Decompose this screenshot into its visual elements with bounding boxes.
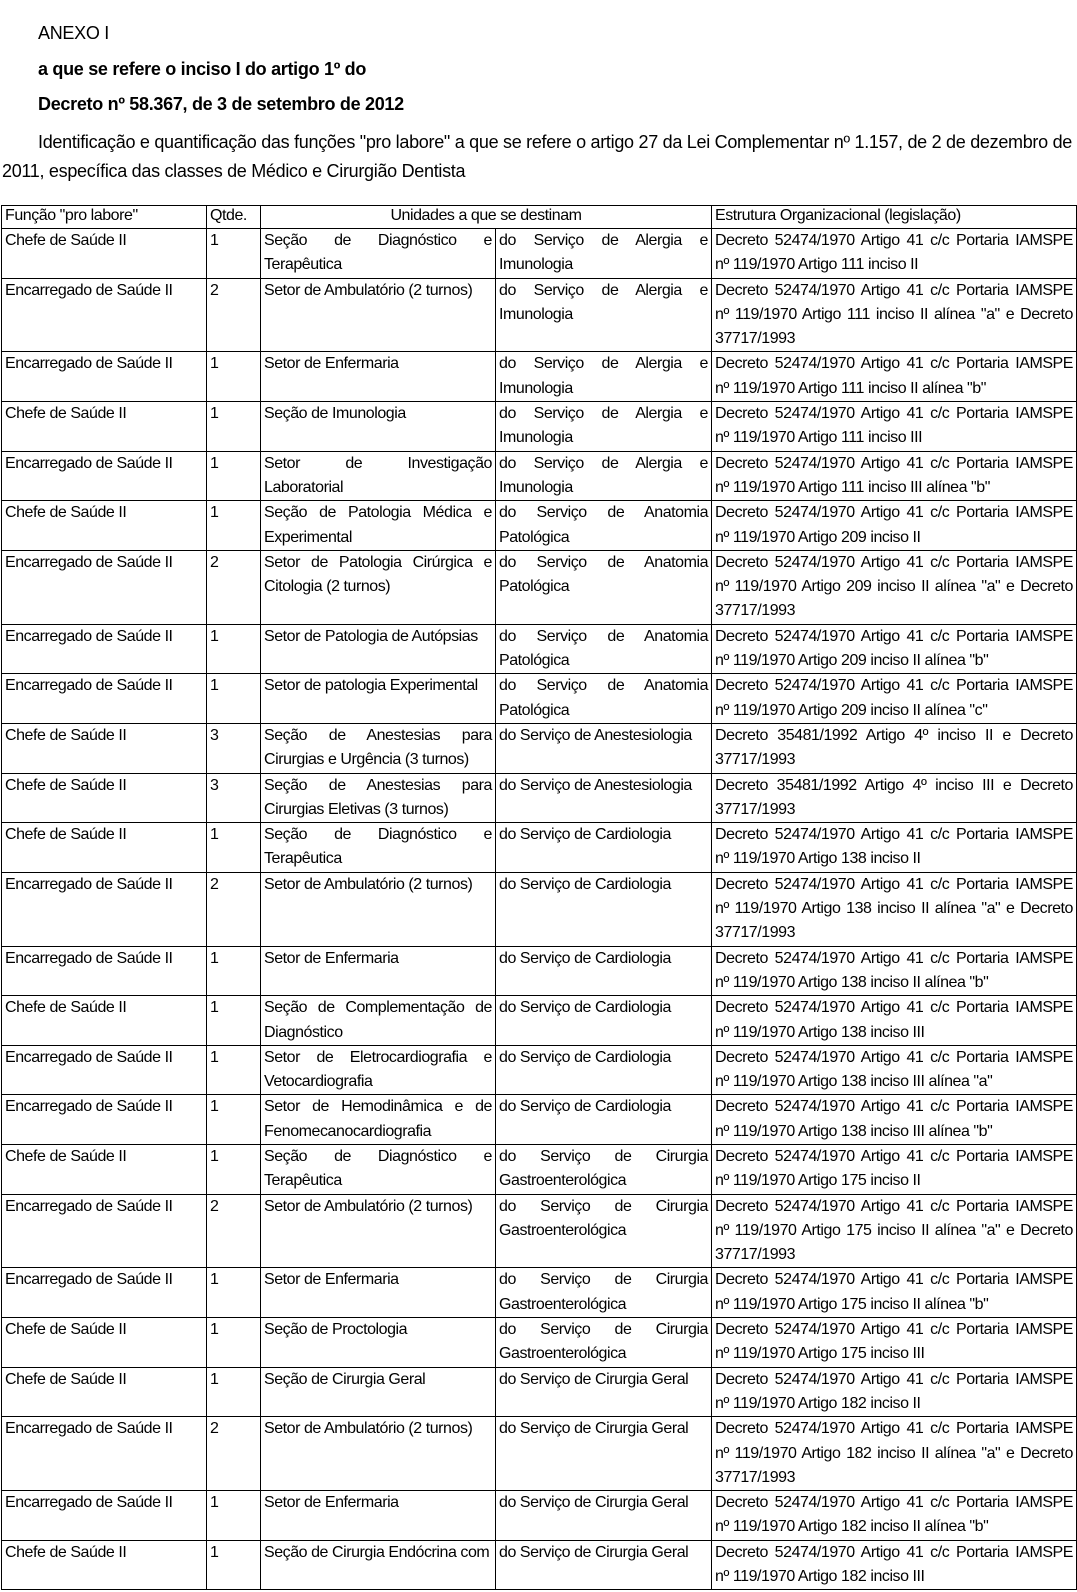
cell-funcao: Chefe de Saúde II: [2, 1318, 207, 1368]
cell-funcao: Chefe de Saúde II: [2, 402, 207, 452]
cell-unidade: Setor de Investigação Laboratorial: [261, 451, 496, 501]
cell-qtde: 2: [207, 872, 261, 946]
cell-legislacao: Decreto 52474/1970 Artigo 41 c/c Portaria IAMSPE nº 119/1970 Artigo 182 inciso II alínea "a" e Decreto 37717/1993: [712, 1417, 1077, 1491]
table-row: [2, 823, 1077, 873]
table-row: [2, 451, 1077, 501]
cell-unidade: Seção de Proctologia: [261, 1318, 496, 1368]
cell-unidade: Seção de Diagnóstico e Terapêutica: [261, 823, 496, 873]
cell-funcao: Chefe de Saúde II: [2, 229, 207, 279]
cell-funcao: Chefe de Saúde II: [2, 1144, 207, 1194]
cell-servico: do Serviço de Anestesiologia: [496, 723, 712, 773]
cell-funcao: Encarregado de Saúde II: [2, 946, 207, 996]
cell-qtde: 1: [207, 402, 261, 452]
cell-servico: do Serviço de Cirurgia Geral: [496, 1367, 712, 1417]
cell-servico: do Serviço de Cardiologia: [496, 946, 712, 996]
cell-servico: do Serviço de Cirurgia Geral: [496, 1417, 712, 1491]
table-row: [2, 1491, 1077, 1541]
cell-servico: do Serviço de Cardiologia: [496, 823, 712, 873]
cell-qtde: 1: [207, 352, 261, 402]
cell-legislacao: Decreto 35481/1992 Artigo 4º inciso III e Decreto 37717/1993: [712, 773, 1077, 823]
cell-servico: do Serviço de Cardiologia: [496, 1045, 712, 1095]
cell-unidade: Setor de Enfermaria: [261, 946, 496, 996]
cell-servico: do Serviço de Cardiologia: [496, 872, 712, 946]
cell-servico: do Serviço de Alergia e Imunologia: [496, 229, 712, 279]
cell-funcao: Encarregado de Saúde II: [2, 1194, 207, 1268]
cell-funcao: Chefe de Saúde II: [2, 823, 207, 873]
cell-unidade: Setor de Patologia Cirúrgica e Citologia (2 turnos): [261, 550, 496, 624]
table-row: [2, 1367, 1077, 1417]
cell-servico: do Serviço de Cardiologia: [496, 1095, 712, 1145]
cell-qtde: 1: [207, 451, 261, 501]
header-unidades: Unidades a que se destinam: [261, 206, 712, 229]
table-row: [2, 402, 1077, 452]
cell-legislacao: Decreto 52474/1970 Artigo 41 c/c Portaria IAMSPE nº 119/1970 Artigo 209 inciso II: [712, 501, 1077, 551]
cell-funcao: Encarregado de Saúde II: [2, 1095, 207, 1145]
table-row: [2, 624, 1077, 674]
cell-qtde: 3: [207, 723, 261, 773]
cell-legislacao: Decreto 52474/1970 Artigo 41 c/c Portaria IAMSPE nº 119/1970 Artigo 175 inciso II: [712, 1144, 1077, 1194]
table-row: [2, 872, 1077, 946]
cell-funcao: Encarregado de Saúde II: [2, 872, 207, 946]
table-row: [2, 278, 1077, 352]
cell-qtde: 2: [207, 550, 261, 624]
cell-servico: do Serviço de Cirurgia Geral: [496, 1491, 712, 1541]
cell-unidade: Setor de Hemodinâmica e de Fenomecanocardiografia: [261, 1095, 496, 1145]
table-row: [2, 1318, 1077, 1368]
functions-table: [1, 205, 1077, 1590]
cell-unidade: Setor de Eletrocardiografia e Vetocardiografia: [261, 1045, 496, 1095]
cell-funcao: Encarregado de Saúde II: [2, 674, 207, 724]
cell-funcao: Chefe de Saúde II: [2, 501, 207, 551]
cell-unidade: Seção de Diagnóstico e Terapêutica: [261, 229, 496, 279]
cell-funcao: Encarregado de Saúde II: [2, 1268, 207, 1318]
cell-unidade: Seção de Cirurgia Endócrina com: [261, 1540, 496, 1590]
cell-legislacao: Decreto 52474/1970 Artigo 41 c/c Portaria IAMSPE nº 119/1970 Artigo 138 inciso II alínea "b": [712, 946, 1077, 996]
header-estrutura: Estrutura Organizacional (legislação): [712, 206, 1077, 229]
intro-paragraph: Identificação e quantificação das funções "pro labore" a que se refere o artigo 27 da Lei Complementar nº 1.157, de 2 de dezembro de 2011, específica das classes de Médico e Cirurgião Dentista: [2, 132, 1072, 181]
cell-legislacao: Decreto 52474/1970 Artigo 41 c/c Portaria IAMSPE nº 119/1970 Artigo 111 inciso III: [712, 402, 1077, 452]
cell-qtde: 1: [207, 1144, 261, 1194]
cell-funcao: Encarregado de Saúde II: [2, 352, 207, 402]
cell-unidade: Seção de Anestesias para Cirurgias e Urgência (3 turnos): [261, 723, 496, 773]
cell-qtde: 1: [207, 501, 261, 551]
cell-unidade: Seção de Patologia Médica e Experimental: [261, 501, 496, 551]
cell-funcao: Encarregado de Saúde II: [2, 1491, 207, 1541]
cell-funcao: Encarregado de Saúde II: [2, 1417, 207, 1491]
cell-servico: do Serviço de Alergia e Imunologia: [496, 451, 712, 501]
cell-qtde: 1: [207, 624, 261, 674]
table-row: [2, 1194, 1077, 1268]
table-row: [2, 723, 1077, 773]
cell-funcao: Chefe de Saúde II: [2, 773, 207, 823]
cell-legislacao: Decreto 52474/1970 Artigo 41 c/c Portaria IAMSPE nº 119/1970 Artigo 111 inciso II alínea "a" e Decreto 37717/1993: [712, 278, 1077, 352]
cell-legislacao: Decreto 52474/1970 Artigo 41 c/c Portaria IAMSPE nº 119/1970 Artigo 111 inciso III alínea "b": [712, 451, 1077, 501]
cell-servico: do Serviço de Cirurgia Gastroenterológica: [496, 1194, 712, 1268]
cell-qtde: 3: [207, 773, 261, 823]
cell-funcao: Chefe de Saúde II: [2, 1540, 207, 1590]
table-row: [2, 1144, 1077, 1194]
header-funcao: Função "pro labore": [2, 206, 207, 229]
table-row: [2, 1417, 1077, 1491]
cell-qtde: 1: [207, 1491, 261, 1541]
cell-servico: do Serviço de Cirurgia Gastroenterológica: [496, 1318, 712, 1368]
cell-legislacao: Decreto 52474/1970 Artigo 41 c/c Portaria IAMSPE nº 119/1970 Artigo 175 inciso II alínea "a" e Decreto 37717/1993: [712, 1194, 1077, 1268]
cell-funcao: Chefe de Saúde II: [2, 723, 207, 773]
table-row: [2, 550, 1077, 624]
cell-qtde: 2: [207, 278, 261, 352]
cell-servico: do Serviço de Cirurgia Gastroenterológica: [496, 1144, 712, 1194]
cell-legislacao: Decreto 52474/1970 Artigo 41 c/c Portaria IAMSPE nº 119/1970 Artigo 209 inciso II alínea "a" e Decreto 37717/1993: [712, 550, 1077, 624]
cell-unidade: Setor de Ambulatório (2 turnos): [261, 1194, 496, 1268]
cell-legislacao: Decreto 52474/1970 Artigo 41 c/c Portaria IAMSPE nº 119/1970 Artigo 182 inciso III: [712, 1540, 1077, 1590]
cell-qtde: 1: [207, 1045, 261, 1095]
cell-unidade: Setor de Patologia de Autópsias: [261, 624, 496, 674]
cell-servico: do Serviço de Cirurgia Gastroenterológica: [496, 1268, 712, 1318]
cell-qtde: 1: [207, 1095, 261, 1145]
cell-legislacao: Decreto 52474/1970 Artigo 41 c/c Portaria IAMSPE nº 119/1970 Artigo 209 inciso II alínea "c": [712, 674, 1077, 724]
table-row: [2, 352, 1077, 402]
cell-legislacao: Decreto 52474/1970 Artigo 41 c/c Portaria IAMSPE nº 119/1970 Artigo 175 inciso III: [712, 1318, 1077, 1368]
cell-servico: do Serviço de Anatomia Patológica: [496, 624, 712, 674]
cell-legislacao: Decreto 52474/1970 Artigo 41 c/c Portaria IAMSPE nº 119/1970 Artigo 182 inciso II alínea "b": [712, 1491, 1077, 1541]
cell-funcao: Encarregado de Saúde II: [2, 1045, 207, 1095]
table-row: [2, 946, 1077, 996]
table-row: [2, 1540, 1077, 1590]
cell-legislacao: Decreto 52474/1970 Artigo 41 c/c Portaria IAMSPE nº 119/1970 Artigo 175 inciso II alínea "b": [712, 1268, 1077, 1318]
cell-unidade: Setor de Enfermaria: [261, 1268, 496, 1318]
cell-qtde: 1: [207, 229, 261, 279]
cell-funcao: Encarregado de Saúde II: [2, 278, 207, 352]
cell-qtde: 1: [207, 823, 261, 873]
table-row: [2, 229, 1077, 279]
cell-servico: do Serviço de Cirurgia Geral: [496, 1540, 712, 1590]
cell-qtde: 1: [207, 1540, 261, 1590]
cell-legislacao: Decreto 52474/1970 Artigo 41 c/c Portaria IAMSPE nº 119/1970 Artigo 138 inciso II alínea "a" e Decreto 37717/1993: [712, 872, 1077, 946]
table-row: [2, 996, 1077, 1046]
cell-servico: do Serviço de Anatomia Patológica: [496, 674, 712, 724]
cell-unidade: Setor de Enfermaria: [261, 352, 496, 402]
table-header-row: [2, 206, 1077, 229]
cell-servico: do Serviço de Anatomia Patológica: [496, 550, 712, 624]
cell-unidade: Setor de Enfermaria: [261, 1491, 496, 1541]
cell-legislacao: Decreto 52474/1970 Artigo 41 c/c Portaria IAMSPE nº 119/1970 Artigo 182 inciso II: [712, 1367, 1077, 1417]
cell-unidade: Seção de Cirurgia Geral: [261, 1367, 496, 1417]
cell-qtde: 2: [207, 1194, 261, 1268]
cell-legislacao: Decreto 52474/1970 Artigo 41 c/c Portaria IAMSPE nº 119/1970 Artigo 209 inciso II alínea "b": [712, 624, 1077, 674]
cell-legislacao: Decreto 52474/1970 Artigo 41 c/c Portaria IAMSPE nº 119/1970 Artigo 138 inciso III alínea "a": [712, 1045, 1077, 1095]
cell-servico: do Serviço de Alergia e Imunologia: [496, 352, 712, 402]
cell-legislacao: Decreto 35481/1992 Artigo 4º inciso II e Decreto 37717/1993: [712, 723, 1077, 773]
cell-qtde: 1: [207, 674, 261, 724]
decree-title: Decreto nº 58.367, de 3 de setembro de 2012: [38, 94, 404, 114]
cell-servico: do Serviço de Alergia e Imunologia: [496, 402, 712, 452]
cell-qtde: 2: [207, 1417, 261, 1491]
table-row: [2, 501, 1077, 551]
annex-label: ANEXO I: [38, 23, 109, 43]
table-row: [2, 674, 1077, 724]
cell-unidade: Setor de Ambulatório (2 turnos): [261, 872, 496, 946]
cell-unidade: Setor de Ambulatório (2 turnos): [261, 278, 496, 352]
cell-qtde: 1: [207, 946, 261, 996]
table-row: [2, 1095, 1077, 1145]
table-row: [2, 1045, 1077, 1095]
table-body: [2, 229, 1077, 1590]
cell-legislacao: Decreto 52474/1970 Artigo 41 c/c Portaria IAMSPE nº 119/1970 Artigo 138 inciso III: [712, 996, 1077, 1046]
cell-servico: do Serviço de Anatomia Patológica: [496, 501, 712, 551]
cell-qtde: 1: [207, 1268, 261, 1318]
cell-unidade: Seção de Diagnóstico e Terapêutica: [261, 1144, 496, 1194]
cell-unidade: Seção de Complementação de Diagnóstico: [261, 996, 496, 1046]
cell-qtde: 1: [207, 996, 261, 1046]
cell-funcao: Chefe de Saúde II: [2, 996, 207, 1046]
cell-unidade: Setor de patologia Experimental: [261, 674, 496, 724]
cell-funcao: Encarregado de Saúde II: [2, 550, 207, 624]
cell-servico: do Serviço de Alergia e Imunologia: [496, 278, 712, 352]
cell-funcao: Encarregado de Saúde II: [2, 624, 207, 674]
reference-line: a que se refere o inciso I do artigo 1º do: [38, 59, 367, 79]
table-row: [2, 773, 1077, 823]
cell-unidade: Setor de Ambulatório (2 turnos): [261, 1417, 496, 1491]
header-qtde: Qtde.: [207, 206, 261, 229]
cell-servico: do Serviço de Anestesiologia: [496, 773, 712, 823]
cell-unidade: Seção de Imunologia: [261, 402, 496, 452]
cell-unidade: Seção de Anestesias para Cirurgias Eletivas (3 turnos): [261, 773, 496, 823]
cell-legislacao: Decreto 52474/1970 Artigo 41 c/c Portaria IAMSPE nº 119/1970 Artigo 111 inciso II: [712, 229, 1077, 279]
cell-qtde: 1: [207, 1367, 261, 1417]
cell-funcao: Encarregado de Saúde II: [2, 451, 207, 501]
cell-funcao: Chefe de Saúde II: [2, 1367, 207, 1417]
cell-legislacao: Decreto 52474/1970 Artigo 41 c/c Portaria IAMSPE nº 119/1970 Artigo 138 inciso III alínea "b": [712, 1095, 1077, 1145]
cell-legislacao: Decreto 52474/1970 Artigo 41 c/c Portaria IAMSPE nº 119/1970 Artigo 111 inciso II alínea "b": [712, 352, 1077, 402]
table-row: [2, 1268, 1077, 1318]
cell-servico: do Serviço de Cardiologia: [496, 996, 712, 1046]
cell-legislacao: Decreto 52474/1970 Artigo 41 c/c Portaria IAMSPE nº 119/1970 Artigo 138 inciso II: [712, 823, 1077, 873]
cell-qtde: 1: [207, 1318, 261, 1368]
